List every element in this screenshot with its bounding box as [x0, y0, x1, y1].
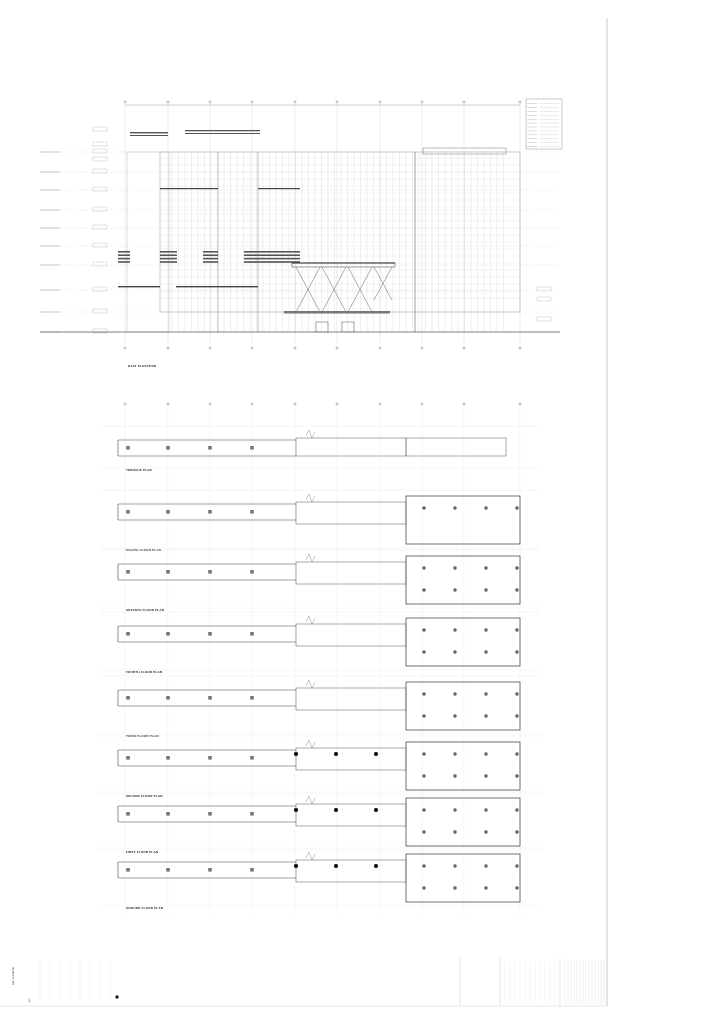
- column: [422, 588, 425, 591]
- level-tag-box: [93, 287, 107, 291]
- core-block: [296, 804, 406, 826]
- round-column: [334, 864, 338, 868]
- column: [484, 628, 487, 631]
- core-block: [296, 748, 406, 770]
- north-arrow-icon: [115, 995, 118, 998]
- floor-plan-title: EIGHTH FLOOR PLAN: [126, 548, 162, 552]
- grid-bubble: [124, 403, 126, 405]
- canopy-strip: [176, 286, 218, 287]
- column: [422, 864, 425, 867]
- louvre-slat: [118, 261, 130, 263]
- column: [166, 868, 170, 872]
- title-block-drawing-title: EAST ELEVATION: [13, 966, 15, 985]
- column: [126, 570, 130, 574]
- grid-bubble: [209, 347, 211, 349]
- louvre-slat: [255, 258, 300, 260]
- round-column: [334, 752, 338, 756]
- grid-bubble: [519, 347, 521, 349]
- break-line: [306, 740, 315, 748]
- column: [126, 868, 130, 872]
- level-tag-box: [93, 207, 107, 211]
- canopy-strip: [118, 286, 160, 287]
- column: [422, 566, 425, 569]
- break-line: [306, 554, 315, 562]
- grid-bubble: [463, 347, 465, 349]
- column: [453, 714, 456, 717]
- louvre-slat: [255, 254, 300, 256]
- column: [515, 886, 518, 889]
- louvre-slat: [160, 261, 177, 263]
- column: [453, 650, 456, 653]
- east-block: [406, 854, 520, 902]
- round-column: [294, 808, 298, 812]
- louvre-slat: [203, 251, 218, 253]
- grid-bubble: [294, 101, 296, 103]
- column: [453, 588, 456, 591]
- column: [208, 868, 212, 872]
- break-line: [306, 494, 315, 502]
- core-block: [296, 860, 406, 882]
- column: [515, 752, 518, 755]
- column: [250, 510, 254, 514]
- floor-plan-title: TERRACE PLAN: [126, 468, 152, 472]
- column: [515, 830, 518, 833]
- column: [515, 692, 518, 695]
- column: [453, 864, 456, 867]
- column: [484, 714, 487, 717]
- floor-plan-title: THIRD FLOOR PLAN: [126, 734, 159, 738]
- column: [453, 628, 456, 631]
- break-line: [306, 430, 315, 438]
- grid-bubble: [209, 403, 211, 405]
- column: [484, 886, 487, 889]
- louvre-slat: [203, 258, 218, 260]
- grid-bubble: [463, 101, 465, 103]
- level-tag-box: [93, 225, 107, 229]
- grid-bubble: [251, 101, 253, 103]
- column: [126, 510, 130, 514]
- material-legend: [526, 99, 562, 149]
- grid-bubble: [167, 347, 169, 349]
- column: [484, 774, 487, 777]
- column: [422, 830, 425, 833]
- core-block: [296, 562, 406, 584]
- column: [422, 506, 425, 509]
- column: [126, 446, 130, 450]
- column: [453, 830, 456, 833]
- east-block: [406, 682, 520, 730]
- level-tag-box: [93, 187, 107, 191]
- column: [126, 696, 130, 700]
- column: [484, 566, 487, 569]
- plans-grid-markers: [124, 403, 521, 915]
- column: [484, 830, 487, 833]
- column: [515, 650, 518, 653]
- core-block: [296, 502, 406, 524]
- grid-bubble: [294, 403, 296, 405]
- level-tag-box: [93, 149, 107, 153]
- level-tag-box: [93, 157, 107, 161]
- column: [208, 812, 212, 816]
- grid-bubble: [379, 101, 381, 103]
- louvre-slat: [244, 254, 256, 256]
- louvre-slat: [203, 254, 218, 256]
- grid-bubble: [421, 347, 423, 349]
- floor-plan-title: GROUND FLOOR PLAN: [126, 906, 164, 910]
- louvre-slat: [160, 254, 177, 256]
- column: [250, 696, 254, 700]
- column: [484, 808, 487, 811]
- column: [208, 570, 212, 574]
- louvre-slat: [118, 251, 130, 253]
- column: [422, 628, 425, 631]
- core-block: [296, 624, 406, 646]
- grid-bubble: [336, 403, 338, 405]
- elevation-title: EAST ELEVATION: [128, 364, 157, 368]
- column: [484, 752, 487, 755]
- grid-bubble: [251, 347, 253, 349]
- floor-plan-second: [100, 736, 540, 798]
- column: [166, 756, 170, 760]
- column: [208, 696, 212, 700]
- level-tag-box: [93, 329, 107, 333]
- louvre-slat: [203, 261, 218, 263]
- grid-bubble: [379, 347, 381, 349]
- floor-plan-title: FIRST FLOOR PLAN: [126, 850, 159, 854]
- floor-plan-ground: [100, 848, 540, 910]
- louvre-slat: [244, 258, 256, 260]
- louvre-slat: [244, 261, 256, 263]
- louvre-slat: [118, 258, 130, 260]
- grid-bubble: [167, 403, 169, 405]
- grid-bubble: [209, 101, 211, 103]
- column: [250, 812, 254, 816]
- grid-bubble: [294, 347, 296, 349]
- east-elevation: [40, 99, 562, 368]
- round-column: [334, 808, 338, 812]
- floor-plan-fourth: [100, 612, 540, 674]
- column: [126, 812, 130, 816]
- level-tag-box: [93, 127, 107, 131]
- column: [422, 886, 425, 889]
- level-tag-box: [537, 287, 551, 291]
- floor-plan-first: [100, 792, 540, 854]
- floor-plan-third: [100, 676, 540, 738]
- break-line: [306, 852, 315, 860]
- level-tag-box: [93, 243, 107, 247]
- column: [166, 570, 170, 574]
- column: [515, 566, 518, 569]
- column: [453, 506, 456, 509]
- column: [166, 446, 170, 450]
- column: [515, 714, 518, 717]
- grid-bubble: [519, 403, 521, 405]
- east-block: [406, 496, 520, 544]
- grid-bubble: [421, 101, 423, 103]
- east-block: [406, 556, 520, 604]
- column: [166, 696, 170, 700]
- grid-bubble: [251, 403, 253, 405]
- level-tag-box: [537, 317, 551, 321]
- column: [515, 808, 518, 811]
- column: [422, 714, 425, 717]
- grid-bubble: [379, 403, 381, 405]
- column: [422, 650, 425, 653]
- round-column: [294, 752, 298, 756]
- grid-bubble: [167, 101, 169, 103]
- column: [484, 650, 487, 653]
- floor-plan-title: SECOND FLOOR PLAN: [126, 794, 163, 798]
- floor-plan-title: FOURTH FLOOR PLAN: [126, 670, 163, 674]
- round-column: [294, 864, 298, 868]
- louvre-slat: [118, 254, 130, 256]
- floor-plan-terrace: [100, 426, 540, 472]
- louvre-slat: [160, 251, 177, 253]
- column: [453, 886, 456, 889]
- grid-bubble: [124, 347, 126, 349]
- louvre-slat: [255, 251, 300, 253]
- grid-bubble: [124, 101, 126, 103]
- level-tag-box: [537, 297, 551, 301]
- louvre-slat: [160, 258, 177, 260]
- grid-bubble: [421, 403, 423, 405]
- column: [453, 752, 456, 755]
- floor-plan-title: SEVENTH FLOOR PLAN: [126, 608, 165, 612]
- column: [250, 570, 254, 574]
- floor-plan-eighth: [100, 490, 540, 552]
- column: [250, 632, 254, 636]
- column: [208, 632, 212, 636]
- floor-plan-seventh: [100, 550, 540, 612]
- east-block: [406, 798, 520, 846]
- level-tag-box: [93, 169, 107, 173]
- level-tag-box: [93, 309, 107, 313]
- core-block: [296, 438, 406, 456]
- column: [208, 446, 212, 450]
- round-column: [374, 752, 378, 756]
- column: [484, 692, 487, 695]
- louvre-slat: [244, 251, 256, 253]
- break-line: [306, 680, 315, 688]
- grid-bubble: [336, 101, 338, 103]
- title-block-sheet-number: A-5: [29, 998, 31, 1002]
- column: [250, 868, 254, 872]
- column: [515, 506, 518, 509]
- title-block: [12, 958, 604, 1006]
- column: [484, 864, 487, 867]
- east-block: [406, 742, 520, 790]
- column: [208, 510, 212, 514]
- column: [422, 752, 425, 755]
- break-line: [306, 616, 315, 624]
- column: [453, 808, 456, 811]
- floor-plans: [100, 426, 540, 910]
- column: [453, 566, 456, 569]
- column: [166, 510, 170, 514]
- column: [515, 628, 518, 631]
- column: [166, 632, 170, 636]
- core-block: [296, 688, 406, 710]
- column: [515, 774, 518, 777]
- level-tag-box: [93, 262, 107, 266]
- column: [166, 812, 170, 816]
- column: [126, 632, 130, 636]
- column: [484, 506, 487, 509]
- column: [453, 774, 456, 777]
- column: [422, 808, 425, 811]
- column: [453, 692, 456, 695]
- column: [208, 756, 212, 760]
- round-column: [374, 808, 378, 812]
- column: [422, 692, 425, 695]
- grid-bubble: [519, 101, 521, 103]
- column: [422, 774, 425, 777]
- column: [515, 864, 518, 867]
- grid-bubble: [463, 403, 465, 405]
- grid-bubble: [336, 347, 338, 349]
- canopy-strip: [218, 286, 258, 287]
- round-column: [374, 864, 378, 868]
- break-line: [306, 796, 315, 804]
- column: [515, 588, 518, 591]
- level-tag-box: [93, 142, 107, 146]
- column: [484, 588, 487, 591]
- east-block: [406, 618, 520, 666]
- column: [250, 756, 254, 760]
- east-block: [406, 438, 506, 456]
- column: [126, 756, 130, 760]
- column: [250, 446, 254, 450]
